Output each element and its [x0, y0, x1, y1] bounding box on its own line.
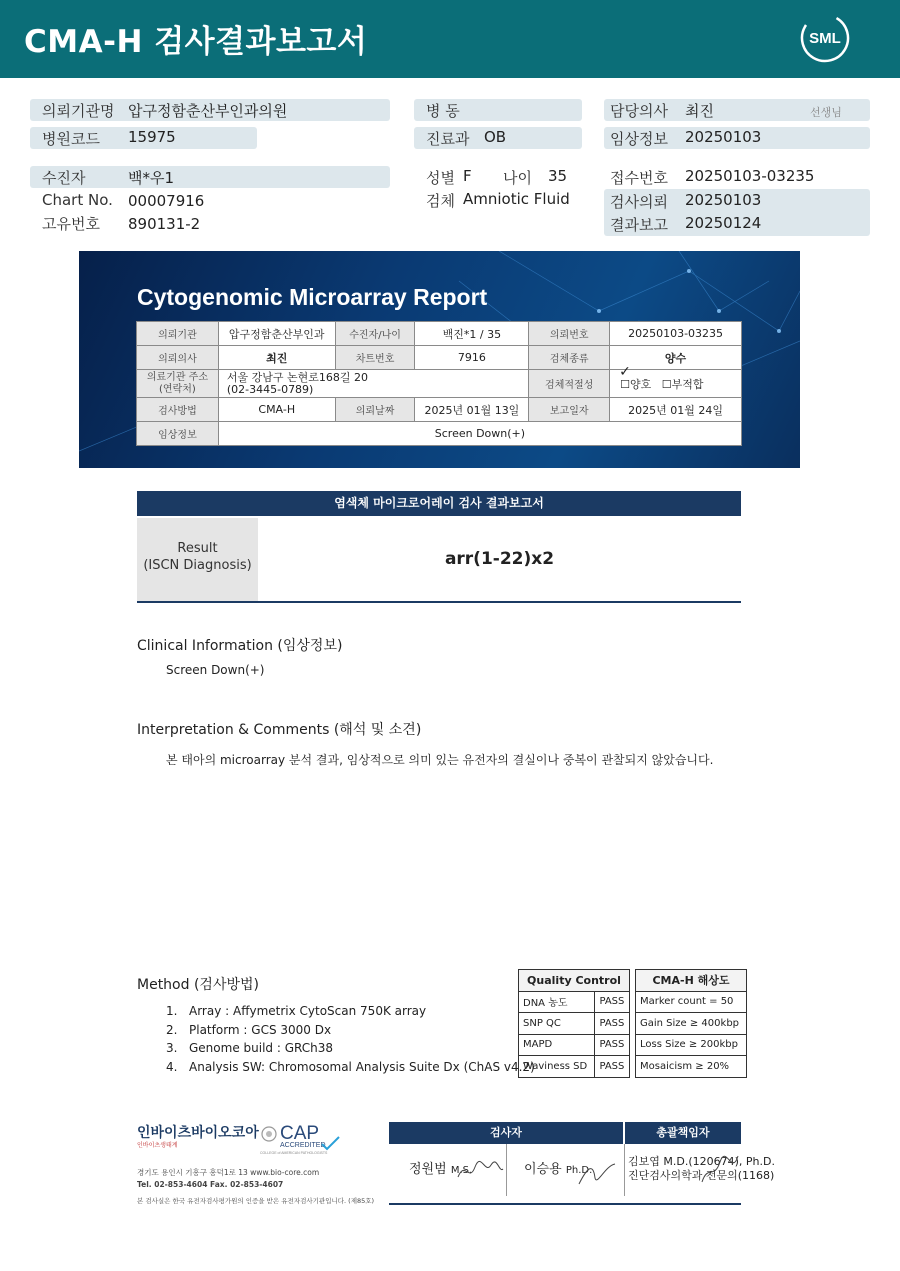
qc-value: PASS: [594, 1056, 629, 1078]
sml-logo-text: SML: [809, 30, 841, 47]
request-value: 20250103: [685, 191, 762, 209]
checkbox-good-icon: ☐: [620, 377, 630, 391]
clinical-text: Screen Down(+): [166, 663, 265, 677]
report-value: 20250124: [685, 214, 762, 232]
table-row: [636, 1056, 747, 1078]
report-header: [0, 0, 900, 78]
method-list: [166, 1004, 535, 1078]
qc-key: DNA 농도: [519, 991, 595, 1013]
cma-banner: [79, 251, 800, 468]
cell-addr-h: 의료기관 주소 (연락처): [137, 370, 219, 398]
doctor-suffix: 선생님: [810, 106, 842, 119]
cell-addr: 서울 강남구 논현로168길 20 (02-3445-0789): [218, 370, 528, 398]
list-text: Array : Affymetrix CytoScan 750K array: [189, 1004, 427, 1018]
suit-good-label: 양호: [629, 377, 652, 391]
unique-value: 890131-2: [128, 215, 201, 233]
list-item: [166, 1023, 535, 1042]
signature-divider: [506, 1144, 507, 1196]
table-row: [636, 991, 747, 1013]
cap-fine-text: COLLEGE of AMERICAN PATHOLOGISTS: [260, 1151, 328, 1155]
chief-line2: 진단검사의학과 전문의(1168): [628, 1169, 775, 1182]
signature-bottom-line: [389, 1203, 741, 1205]
banner-table: [136, 321, 742, 446]
cap-accredited-logo: [260, 1120, 350, 1160]
institution-value: 압구정함춘산부인과의원: [128, 102, 288, 120]
chief-signature: [698, 1152, 740, 1188]
table-row: [519, 1013, 630, 1035]
report-title: CMA-H 검사결과보고서: [24, 24, 368, 60]
institution-label: 의뢰기관명: [42, 102, 115, 120]
reception-label: 접수번호: [610, 169, 668, 187]
age-label: 나이: [503, 169, 532, 187]
cell-chart-h: 차트번호: [335, 346, 415, 370]
list-item: [166, 1004, 535, 1023]
result-heading: 염색체 마이크로어레이 검사 결과보고서: [137, 491, 741, 516]
report-label: 결과보고: [610, 216, 668, 234]
result-value: arr(1-22)x2: [444, 549, 555, 569]
chart-label: Chart No.: [42, 191, 113, 209]
hospital-code-label: 병원코드: [42, 130, 100, 148]
cell-clin-h: 임상정보: [137, 422, 219, 446]
table-row: [636, 1013, 747, 1035]
result-divider: [137, 601, 741, 603]
dept-label: 진료과: [426, 130, 470, 148]
patient-name: 백*우1: [128, 169, 175, 187]
cell-spectype-h: 검체종류: [529, 346, 610, 370]
checkmark-icon: ✓: [619, 364, 631, 380]
list-item: [166, 1060, 535, 1079]
doctor-value: 최진: [685, 102, 714, 120]
clinical-value: 20250103: [685, 128, 762, 146]
cell-reqdate-h: 의뢰날짜: [335, 398, 415, 422]
signature-divider: [624, 1144, 625, 1196]
sex-label: 성별: [426, 169, 455, 187]
list-item: [166, 1041, 535, 1060]
checkbox-bad-icon: ☐: [661, 377, 672, 391]
examiner2-degree: Ph.D.: [565, 1165, 593, 1176]
org-phone: Tel. 02-853-4604 Fax. 02-853-4607: [137, 1180, 284, 1189]
cell-doctor-h: 의뢰의사: [137, 346, 219, 370]
list-number: 4.: [166, 1059, 178, 1074]
suit-bad-label: 부적합: [671, 377, 704, 391]
ward-label: 병 동: [426, 102, 460, 120]
qc-heading: Quality Control: [519, 970, 630, 992]
sex-value: F: [463, 167, 472, 185]
clinical-heading: Clinical Information (임상정보): [137, 638, 343, 654]
sml-logo: [800, 13, 850, 63]
cell-inst-h: 의뢰기관: [137, 322, 219, 346]
examiner1-signature: [455, 1155, 505, 1185]
cell-patient-h: 수진자/나이: [335, 322, 415, 346]
patient-label: 수진자: [42, 169, 86, 187]
unique-label: 고유번호: [42, 215, 100, 233]
org-name: 인바이츠바이오코아: [137, 1125, 259, 1141]
org-subtitle: 인바이츠생태계: [137, 1142, 178, 1149]
qc-key: Waviness SD: [519, 1056, 595, 1078]
table-row: [636, 1034, 747, 1056]
examiner1-name: 정원범: [409, 1162, 447, 1177]
qc-value: PASS: [594, 1034, 629, 1056]
cell-reqno: 20250103-03235: [610, 322, 742, 346]
reception-value: 20250103-03235: [685, 167, 815, 185]
dept-value: OB: [484, 128, 507, 146]
table-row: [519, 991, 630, 1013]
cell-doctor: 최진: [218, 346, 335, 370]
cell-patient: 백진*1 / 35: [415, 322, 529, 346]
cell-reqdate: 2025년 01월 13일: [415, 398, 529, 422]
cell-repdate: 2025년 01월 24일: [610, 398, 742, 422]
cell-suit: [610, 364, 742, 398]
result-label: Result (ISCN Diagnosis): [137, 518, 258, 601]
hospital-code-value: 15975: [128, 128, 176, 146]
list-number: 3.: [166, 1041, 178, 1055]
org-address: 경기도 용인시 기흥구 흥덕1로 13 www.bio-core.com: [137, 1168, 320, 1177]
cell-method: CMA-H: [218, 398, 335, 422]
clinical-label: 임상정보: [610, 130, 668, 148]
interpretation-heading: Interpretation & Comments (해석 및 소견): [137, 722, 422, 738]
resolution-table: [635, 969, 747, 1078]
banner-title: Cytogenomic Microarray Report: [137, 284, 488, 310]
request-label: 검사의뢰: [610, 193, 668, 211]
examiner1-degree: M.S.: [450, 1165, 473, 1176]
specimen-value: Amniotic Fluid: [463, 190, 570, 208]
qc-value: PASS: [594, 991, 629, 1013]
cell-inst: 압구정함춘산부인과: [218, 322, 335, 346]
chief-heading: 총괄책임자: [625, 1122, 741, 1144]
qc-key: SNP QC: [519, 1013, 595, 1035]
list-number: 2.: [166, 1022, 178, 1037]
qc-table: [518, 969, 630, 1078]
list-text: Genome build : GRCh38: [189, 1041, 333, 1055]
cell-reqno-h: 의뢰번호: [529, 322, 610, 346]
interpretation-text: 본 태아의 microarray 분석 결과, 임상적으로 의미 있는 유전자의 결실이나 중복이 관찰되지 않았습니다.: [166, 753, 714, 767]
cell-method-h: 검사방법: [137, 398, 219, 422]
resolution-heading: CMA-H 해상도: [636, 970, 747, 992]
examiner2-signature: [575, 1158, 620, 1190]
cell-chart: 7916: [415, 346, 529, 370]
resolution-value: Marker count = 50: [636, 991, 747, 1013]
age-value: 35: [548, 167, 568, 185]
cell-spectype: 양수: [610, 346, 742, 370]
examiner2-name: 이승용: [524, 1162, 562, 1177]
chief-line1: 김보엽 M.D.(120674), Ph.D.: [628, 1155, 775, 1168]
resolution-value: Gain Size ≥ 400kbp: [636, 1013, 747, 1035]
specimen-label: 검체: [426, 192, 455, 210]
table-row: [519, 1034, 630, 1056]
qc-key: MAPD: [519, 1034, 595, 1056]
examiner-heading: 검사자: [389, 1122, 623, 1144]
list-text: Platform : GCS 3000 Dx: [189, 1022, 332, 1037]
cell-suit-h: 검체적절성: [529, 370, 610, 398]
cap-sub-text: ACCREDITED: [280, 1142, 326, 1149]
cert-notice: 본 검사실은 한국 유전자검사평가원의 인증을 받은 유전자검사기관입니다. (제85호): [137, 1197, 375, 1205]
chart-value: 00007916: [128, 192, 205, 210]
cell-repdate-h: 보고일자: [529, 398, 610, 422]
cap-text: CAP: [280, 1123, 320, 1144]
cell-clin: Screen Down(+): [218, 422, 741, 446]
table-row: [519, 1056, 630, 1078]
list-text: Analysis SW: Chromosomal Analysis Suite Dx (ChAS v4.2): [189, 1059, 535, 1074]
doctor-label: 담당의사: [610, 102, 668, 120]
method-heading: Method (검사방법): [137, 977, 259, 993]
qc-value: PASS: [594, 1013, 629, 1035]
resolution-value: Mosaicism ≥ 20%: [636, 1056, 747, 1078]
resolution-value: Loss Size ≥ 200kbp: [636, 1034, 747, 1056]
list-number: 1.: [166, 1004, 178, 1018]
